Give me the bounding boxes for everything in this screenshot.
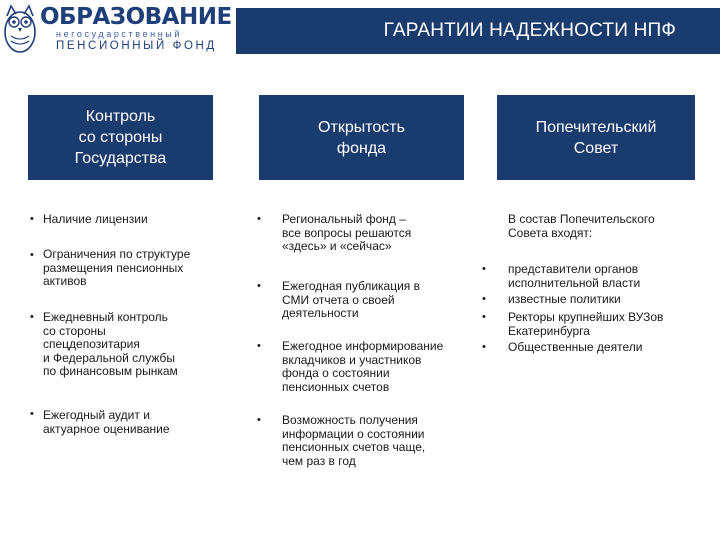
page-title: ГАРАНТИИ НАДЕЖНОСТИ НПФ: [383, 20, 676, 41]
fund-openness-heading: Открытость фонда: [259, 95, 464, 180]
list-item: Наличие лицензии: [43, 212, 148, 226]
list-item: Ректоры крупнейших ВУЗов Екатеринбурга: [508, 310, 664, 338]
logo-title: ОБРАЗОВАНИЕ: [40, 4, 232, 30]
bullet-icon: •: [30, 249, 34, 261]
list-item: известные политики: [508, 292, 621, 306]
logo-subtitle: негосударственный: [56, 29, 182, 39]
list-item: Ежедневный контроль со стороны спецдепозитария и Федеральной службы по финансовым рынкам: [43, 310, 178, 378]
bullet-icon: •: [30, 311, 34, 323]
bullet-icon: •: [482, 311, 486, 323]
bullet-icon: •: [30, 213, 34, 225]
list-item: Возможность получения информации о состоянии пенсионных счетов чаще, чем раз в год: [282, 413, 426, 468]
bullet-icon: •: [257, 340, 261, 352]
list-item: Ежегодная публикация в СМИ отчета о своей деятельности: [282, 279, 421, 320]
state-control-heading: Контроль со стороны Государства: [28, 95, 213, 180]
bullet-icon: •: [482, 293, 486, 305]
bullet-icon: •: [482, 341, 486, 353]
header-bar: [236, 8, 720, 54]
bullet-icon: •: [257, 213, 261, 225]
owl-logo-icon: [2, 2, 38, 54]
list-item: представители органов исполнительной власти: [508, 262, 641, 290]
list-item: Ежегодное информирование вкладчиков и участников фонда о состоянии пенсионных счетов: [282, 339, 444, 394]
logo-fund-name: ПЕНСИОННЫЙ ФОНД: [56, 40, 217, 52]
bullet-icon: •: [30, 408, 34, 420]
list-item: Региональный фонд – все вопросы решаются «здесь» и «сейчас»: [282, 212, 412, 253]
list-item: Общественные деятели: [508, 340, 643, 354]
list-item: Ежегодный аудит и актуарное оценивание: [43, 408, 170, 436]
bullet-icon: •: [257, 280, 261, 292]
list-item: Ограничения по структуре размещения пенсионных активов: [43, 247, 191, 288]
trustee-council-heading: Попечительский Совет: [497, 95, 695, 180]
bullet-icon: •: [482, 263, 486, 275]
council-intro: В состав Попечительского Совета входят:: [508, 212, 655, 240]
bullet-icon: •: [257, 414, 261, 426]
logo: [0, 0, 236, 56]
